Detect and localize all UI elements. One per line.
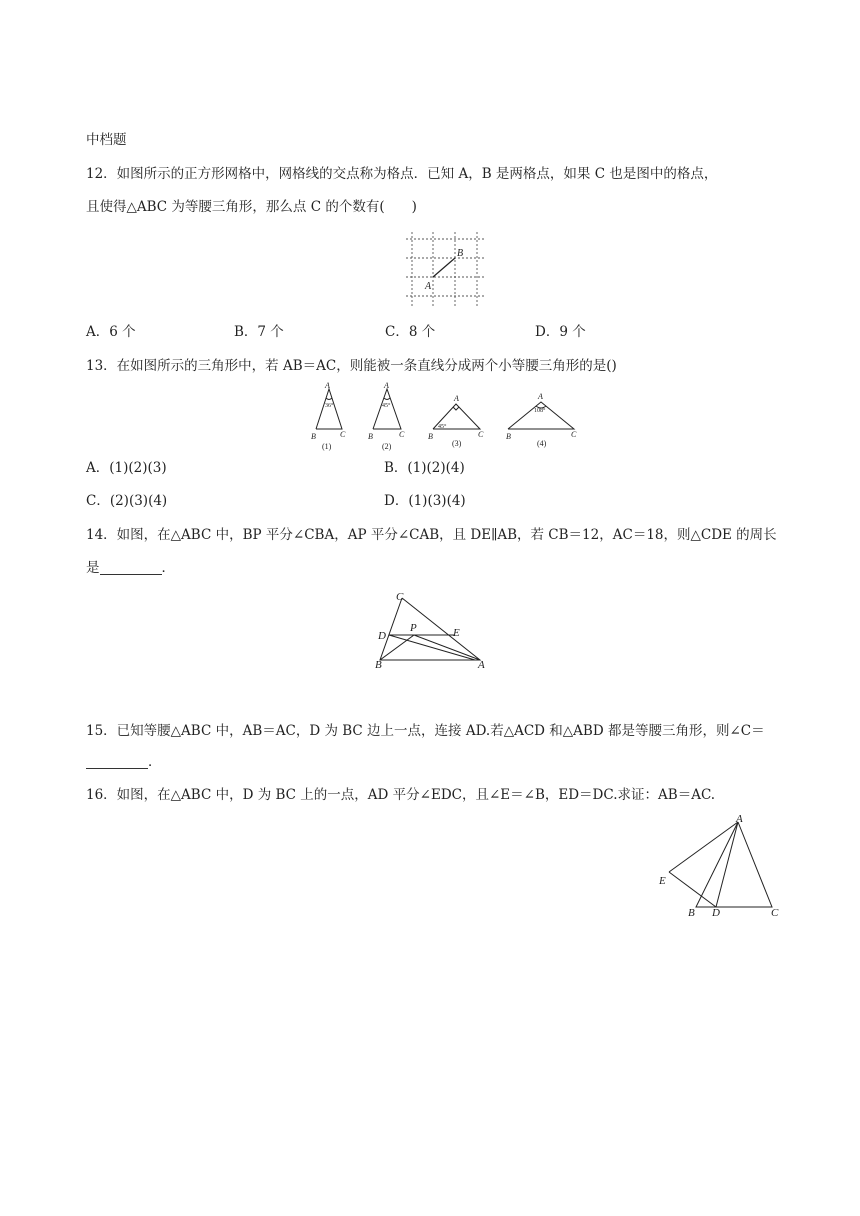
q12-option-c: C．8 个 [385, 324, 436, 340]
q14-answer-blank[interactable] [100, 560, 162, 575]
segment-ad [716, 822, 738, 907]
q14-label-p: P [410, 622, 417, 634]
t2-label-b: B [368, 432, 373, 441]
q16-label-a: A [736, 813, 743, 825]
triangle-4 [508, 402, 574, 429]
q12-option-a: A．6 个 [86, 324, 136, 340]
triangle-abc [696, 822, 772, 907]
t3-label-c: C [478, 430, 484, 439]
q12-label-a: A [425, 281, 432, 292]
q12-option-d: D．9 个 [535, 324, 586, 340]
t4-label-a: A [538, 392, 543, 401]
segment-ed [669, 872, 716, 907]
q13-triangles-figure [300, 380, 590, 452]
t1-label-a: A [325, 381, 330, 390]
segment-ap [414, 635, 480, 660]
t2-angle: 45° [382, 403, 391, 409]
q15-line2 [86, 753, 162, 771]
q15-line1: 15．已知等腰△ABC 中，AB＝AC，D 为 BC 边上一点，连接 AD.若△ACD 和△ABD 都是等腰三角形，则∠C＝ [86, 723, 765, 739]
q12-line1: 12．如图所示的正方形网格中，网格线的交点称为格点．已知 A，B 是两格点，如果 C 也是图中的格点， [86, 166, 718, 182]
q16-label-d: D [712, 907, 720, 919]
q14-line2 [86, 559, 175, 577]
t3-angle: 45° [438, 424, 447, 430]
section-title: 中档题 [86, 132, 127, 148]
q13-line1: 13．在如图所示的三角形中，若 AB＝AC，则能被一条直线分成两个小等腰三角形的是() [86, 358, 617, 374]
q12-option-b: B．7 个 [234, 324, 284, 340]
q14-line1: 14．如图，在△ABC 中，BP 平分∠CBA，AP 平分∠CAB，且 DE∥AB，若 CB＝12，AC＝18，则△CDE 的周长 [86, 527, 777, 543]
q13-option-d: D．(1)(3)(4) [384, 493, 466, 509]
segment-da [389, 635, 475, 660]
q14-label-e: E [453, 627, 460, 639]
q14-label-d: D [378, 630, 386, 642]
q15-answer-blank[interactable] [86, 754, 148, 769]
segment-ab [433, 258, 455, 277]
q14-figure [370, 588, 494, 670]
t1-angle: 36° [325, 403, 334, 409]
q16-line1: 16．如图，在△ABC 中，D 为 BC 上的一点，AD 平分∠EDC，且∠E＝∠B，ED＝DC.求证：AB＝AC. [86, 787, 716, 803]
q14-label-b: B [375, 659, 382, 670]
q16-label-b: B [688, 907, 695, 919]
triangle-2-angle-arc [384, 398, 390, 400]
t1-label-b: B [311, 432, 316, 441]
t2-label-a: A [384, 381, 389, 390]
q13-option-b: B．(1)(2)(4) [384, 460, 465, 476]
t2-caption: (2) [382, 442, 392, 451]
segment-ae [669, 822, 738, 872]
q16-label-c: C [771, 907, 779, 919]
q13-option-c: C．(2)(3)(4) [86, 493, 168, 509]
q14-label-a: A [478, 659, 485, 670]
q12-grid-figure [400, 228, 490, 312]
t2-label-c: C [399, 430, 405, 439]
t3-label-b: B [428, 432, 433, 441]
q13-option-a: A．(1)(2)(3) [86, 460, 167, 476]
t4-angle: 108° [534, 408, 546, 414]
q16-figure [654, 812, 784, 922]
q14-line2-prefix: 是 [86, 560, 100, 576]
t3-caption: (3) [452, 439, 462, 448]
triangle-1-angle-arc [326, 398, 332, 400]
t4-label-c: C [571, 430, 577, 439]
triangle-1 [316, 389, 342, 429]
triangle-3-right-angle [453, 407, 459, 410]
t4-caption: (4) [537, 439, 547, 448]
q16-label-e: E [659, 875, 666, 887]
triangle-2 [373, 389, 401, 429]
q12-label-b: B [457, 248, 464, 259]
t1-label-c: C [340, 430, 346, 439]
t1-caption: (1) [322, 442, 332, 451]
t3-label-a: A [454, 394, 459, 403]
q14-line2-suffix: ． [161, 560, 175, 576]
q15-line2-suffix: ． [148, 754, 162, 770]
triangle-abc [380, 598, 480, 660]
q14-label-c: C [396, 591, 404, 603]
q12-line2: 且使得△ABC 为等腰三角形，那么点 C 的个数有( ) [86, 199, 417, 215]
t4-label-b: B [506, 432, 511, 441]
grid-lines [406, 232, 486, 308]
